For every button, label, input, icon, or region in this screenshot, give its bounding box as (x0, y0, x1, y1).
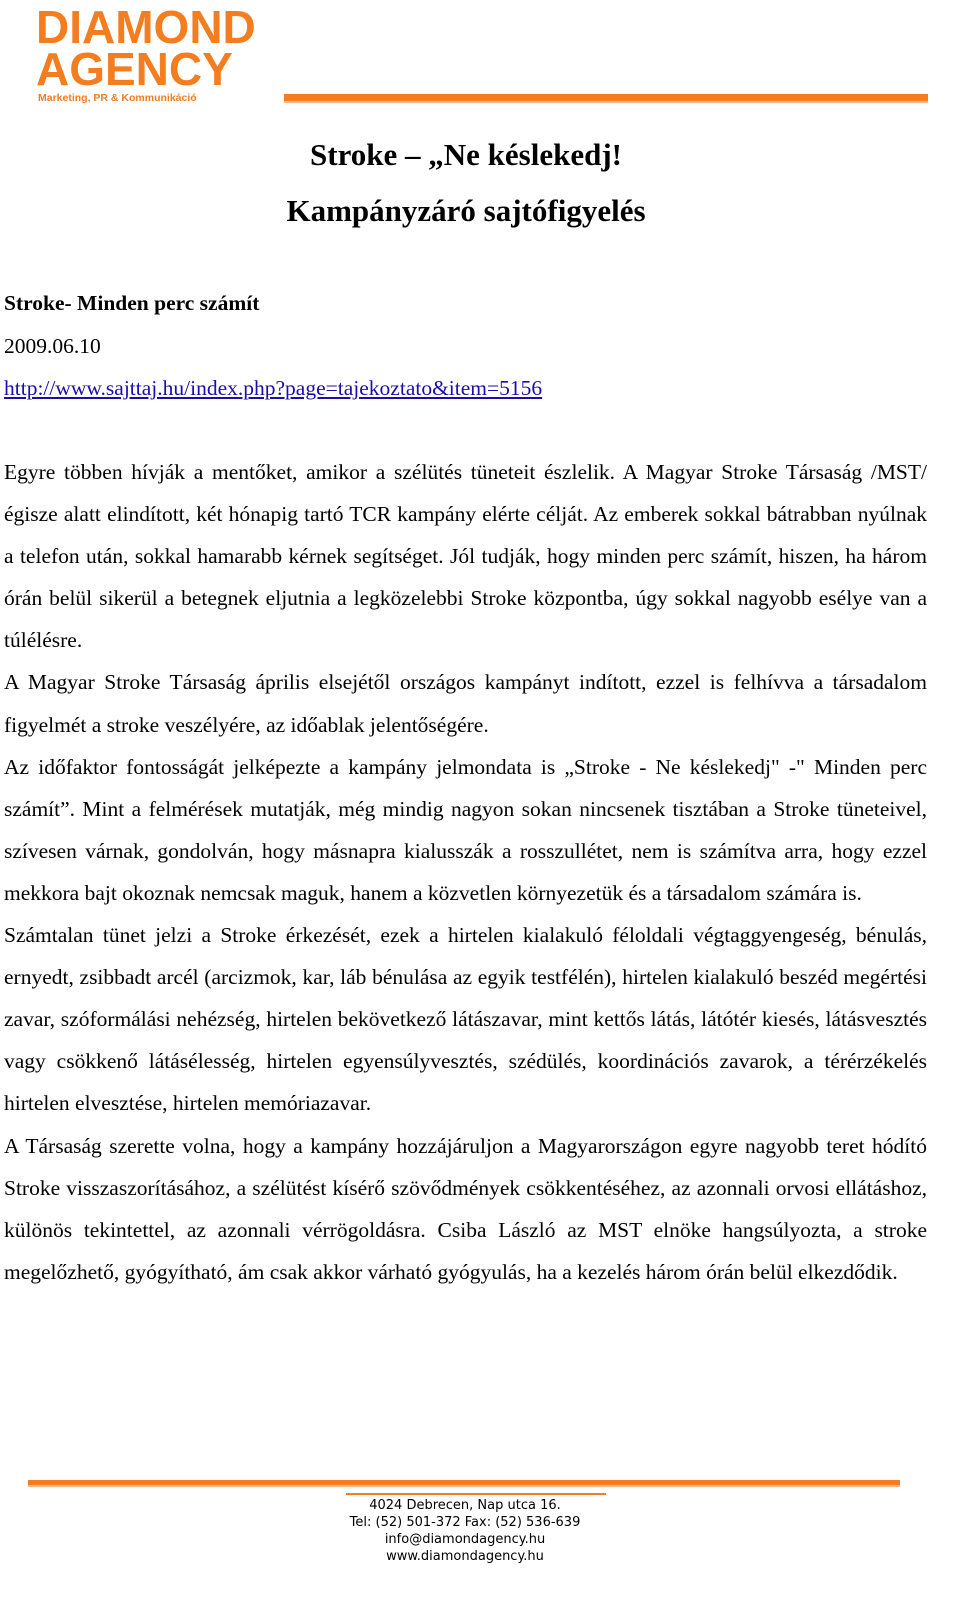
article-paragraph-4: Számtalan tünet jelzi a Stroke érkezését, ezek a hirtelen kialakuló féloldali végtaggyengeség, bénulás, ernyedt, zsibbadt arcél (arcizmok, kar, láb bénulása az egyik testfélén), hirtelen kialakuló beszéd megértési zavar, szóformálási nehézség, hirtelen bekövetkező látászavar, mint kettős látás, látótér kiesés, látásvesztés vagy csökkenő látásélesség, hirtelen egyensúlyvesztés, szédülés, koordinációs zavarok, a térérzékelés hirtelen elvesztése, hirtelen memóriazavar. (4, 923, 927, 1116)
page-title-line2: Kampányzáró sajtófigyelés (286, 193, 646, 228)
footer-contact-divider (346, 1493, 606, 1495)
header-divider (284, 94, 928, 101)
logo-tagline: Marketing, PR & Kommunikáció (38, 92, 197, 104)
article-paragraph-5: A Társaság szerette volna, hogy a kampány hozzájáruljon a Magyarországon egyre nagyobb teret hódító Stroke visszaszorításához, a szélütést kísérő szövődmények csökkentéséhez, az azonnali orvosi ellátáshoz, különös tekintettel, az azonnali vérrögoldásra. Csiba László az MST elnöke hangsúlyozta, a stroke megelőzhető, gyógyítható, ám csak akkor várható gyógyulás, ha a kezelés három órán belül elkezdődik. (4, 1133, 927, 1284)
footer-address: 4024 Debrecen, Nap utca 16. (369, 1498, 561, 1513)
article-paragraph-3: Az időfaktor fontosságát jelképezte a kampány jelmondata is „Stroke - Ne késlekedj" -" Minden perc számít”. Mint a felmérések mutatják, még mindig nagyon sokan nincsenek tisztában a Stroke tüneteivel, szívesen várnak, gondolván, hogy másnapra kialusszák a rosszullétet, nem is számítva arra, hogy ezzel mekkora bajt okoznak nemcsak maguk, hanem a közvetlen környezetük és a társadalom számára is. (4, 754, 927, 905)
footer-divider-shadow (28, 1485, 900, 1487)
article-paragraph-2: A Magyar Stroke Társaság április elsejétől országos kampányt indított, ezzel is felhívva a társadalom figyelmét a stroke veszélyére, az időablak jelentőségére. (4, 670, 927, 737)
article-body (4, 451, 927, 1293)
company-logo (36, 1, 296, 104)
footer-phones: Tel: (52) 501-372 Fax: (52) 536-639 (349, 1515, 581, 1530)
footer-contact (300, 1497, 630, 1565)
article-source-link[interactable]: http://www.sajttaj.hu/index.php?page=tajekoztato&item=5156 (4, 376, 543, 400)
logo-text-line1: DIAMOND (36, 1, 256, 53)
article-paragraph-1: Egyre többen hívják a mentőket, amikor a szélütés tüneteit észlelik. A Magyar Stroke Társaság /MST/ égisze alatt elindított, két hónapig tartó TCR kampány elérte célját. Az emberek sokkal bátrabban nyúlnak a telefon után, sokkal hamarabb kérnek segítséget. Jól tudják, hogy minden perc számít, hiszen, ha három órán belül sikerül a betegnek eljutnia a legközelebbi Stroke központba, úgy sokkal nagyobb esélye van a túlélésre. (4, 460, 927, 653)
article-date: 2009.06.10 (4, 334, 101, 358)
page-title-line1: Stroke – „Ne késlekedj! (310, 137, 622, 172)
header-divider-shadow (284, 101, 928, 103)
logo-text-line2: AGENCY (36, 43, 233, 95)
article-heading: Stroke- Minden perc számít (4, 291, 260, 315)
footer-website[interactable]: www.diamondagency.hu (386, 1549, 544, 1564)
footer-email[interactable]: info@diamondagency.hu (384, 1532, 546, 1547)
